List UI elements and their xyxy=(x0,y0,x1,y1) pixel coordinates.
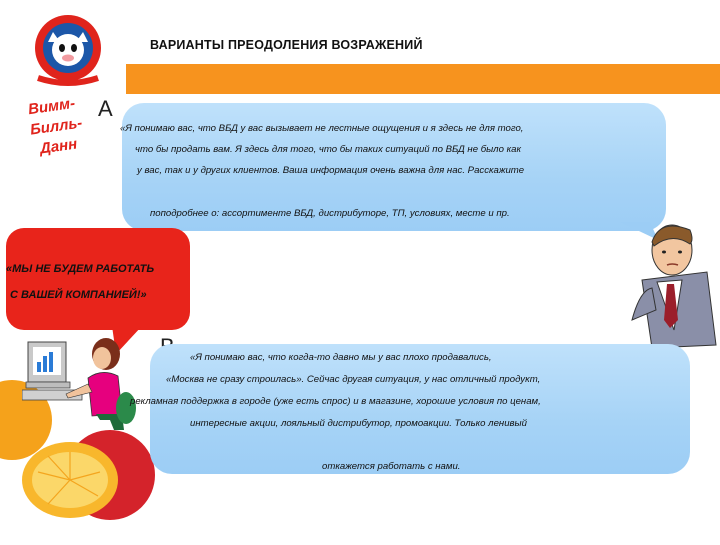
answer-b-line-2: «Москва не сразу строилась». Сейчас другая ситуация, у нас отличный продукт, xyxy=(166,374,541,385)
businessman-illustration xyxy=(612,210,720,350)
logo-word-1: Вимм- xyxy=(27,94,77,119)
logo-word-2: Билль- xyxy=(29,114,84,139)
woman-at-computer-illustration xyxy=(22,334,150,434)
objection-line-1: «МЫ НЕ БУДЕМ РАБОТАТЬ xyxy=(6,263,155,275)
answer-b-line-5: откажется работать с нами. xyxy=(322,461,461,472)
logo-word-3: Данн xyxy=(38,135,79,158)
answer-a-line-2: что бы продать вам. Я здесь для того, что бы таких ситуаций по ВБД не было как xyxy=(135,144,521,155)
page-title: ВАРИАНТЫ ПРЕОДОЛЕНИЯ ВОЗРАЖЕНИЙ xyxy=(150,38,423,52)
label-a: А xyxy=(98,96,113,121)
answer-b-line-3: рекламная поддержка в городе (уже есть спрос) и в магазине, хорошие условия по ценам, xyxy=(130,396,541,407)
answer-a-line-1: «Я понимаю вас, что ВБД у вас вызывает не лестные ощущения и я здесь не для того, xyxy=(120,123,524,134)
objection-line-2: С ВАШЕЙ КОМПАНИЕЙ!» xyxy=(10,289,147,301)
answer-b-line-1: «Я понимаю вас, что когда-то давно мы у вас плохо продавались, xyxy=(190,352,492,363)
objection-bubble xyxy=(6,228,190,330)
answer-a-line-4: поподробнее о: ассортименте ВБД, дистрибуторе, ТП, условиях, месте и пр. xyxy=(150,208,510,219)
answer-a-line-3: у вас, так и у других клиентов. Ваша информация очень важна для нас. Расскажите xyxy=(137,165,525,176)
speech-bubble-b xyxy=(150,344,690,474)
accent-bar xyxy=(126,64,720,94)
company-logo xyxy=(18,8,118,168)
answer-b-line-4: интересные акции, лояльный дистрибутор, промоакции. Только ленивый xyxy=(190,418,527,429)
